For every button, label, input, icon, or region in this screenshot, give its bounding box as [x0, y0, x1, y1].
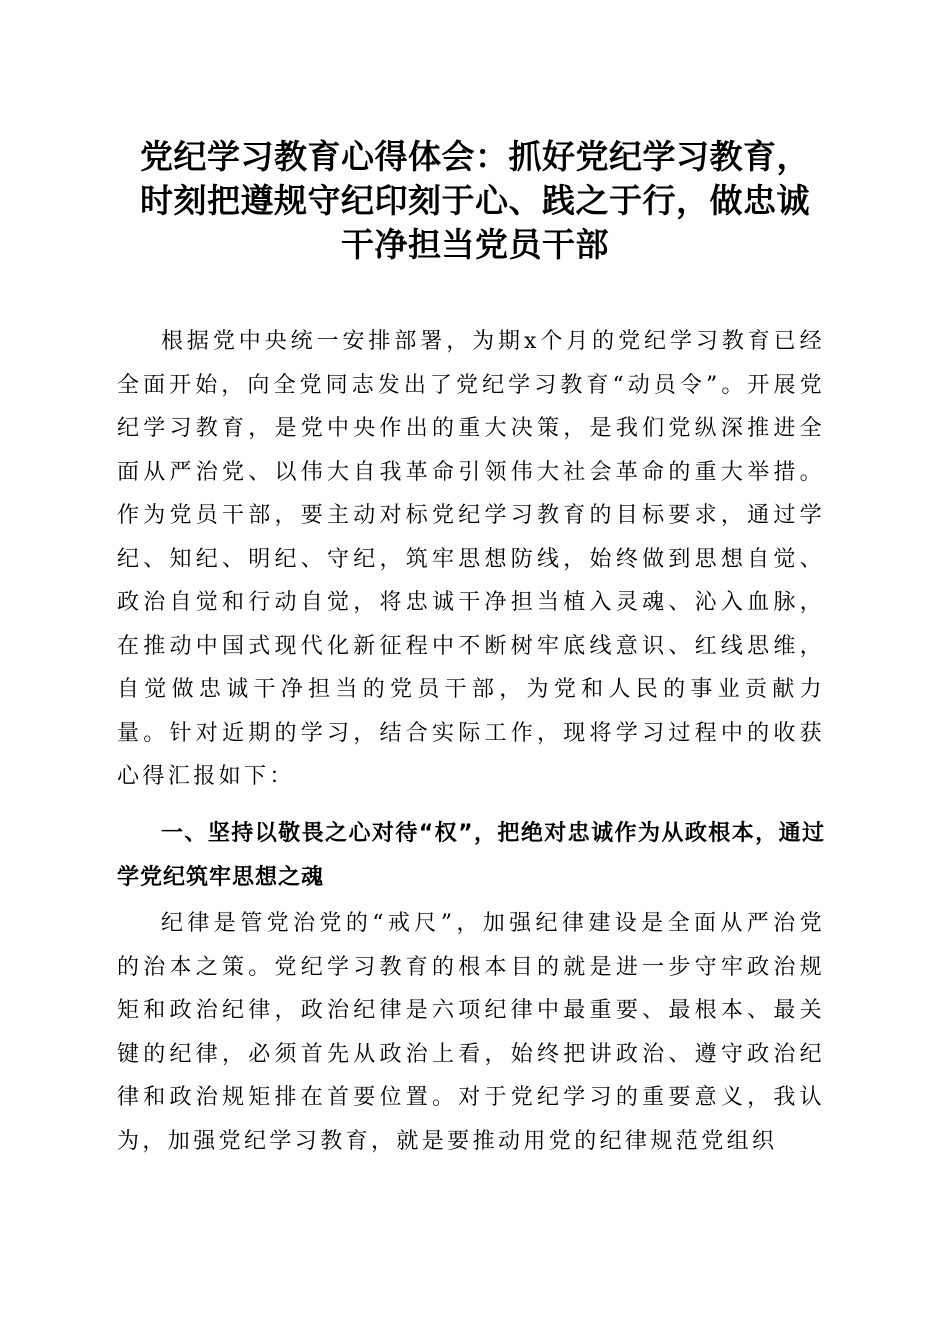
document-title — [110, 135, 840, 267]
title-line-3: 干净担当党员干部 — [341, 225, 609, 264]
intro-paragraph: 根据党中央统一安排部署，为期x个月的党纪学习教育已经全面开始，向全党同志发出了党纪学习教育“动员令”。开展党纪学习教育，是党中央作出的重大决策，是我们党纵深推进全面从严治党、以伟大自我革命引领伟大社会革命的重大举措。作为党员干部，要主动对标党纪学习教育的目标要求，通过学纪、知纪、明纪、守纪，筑牢思想防线，始终做到思想自觉、政治自觉和行动自觉，将忠诚干净担当植入灵魂、沁入血脉，在推动中国式现代化新征程中不断树牢底线意识、红线思维，自觉做忠诚干净担当的党员干部，为党和人民的事业贡献力量。针对近期的学习，结合实际工作，现将学习过程中的收获心得汇报如下： — [117, 329, 825, 789]
section-1-paragraph: 纪律是管党治党的“戒尺”，加强纪律建设是全面从严治党的治本之策。党纪学习教育的根本目的就是进一步守牢政治规矩和政治纪律，政治纪律是六项纪律中最重要、最根本、最关键的纪律，必须首先从政治上看，始终把讲政治、遵守政治纪律和政治规矩排在首要位置。对于党纪学习的重要意义，我认为，加强党纪学习教育，就是要推动用党的纪律规范党组织 — [117, 911, 825, 1154]
section-heading-1: 一、坚持以敬畏之心对待“权”，把绝对忠诚作为从政根本，通过学党纪筑牢思想之魂 — [117, 821, 825, 890]
title-line-1: 党纪学习教育心得体会：抓好党纪学习教育， — [140, 137, 810, 176]
title-line-2: 时刻把遵规守纪印刻于心、践之于行，做忠诚 — [140, 181, 810, 220]
